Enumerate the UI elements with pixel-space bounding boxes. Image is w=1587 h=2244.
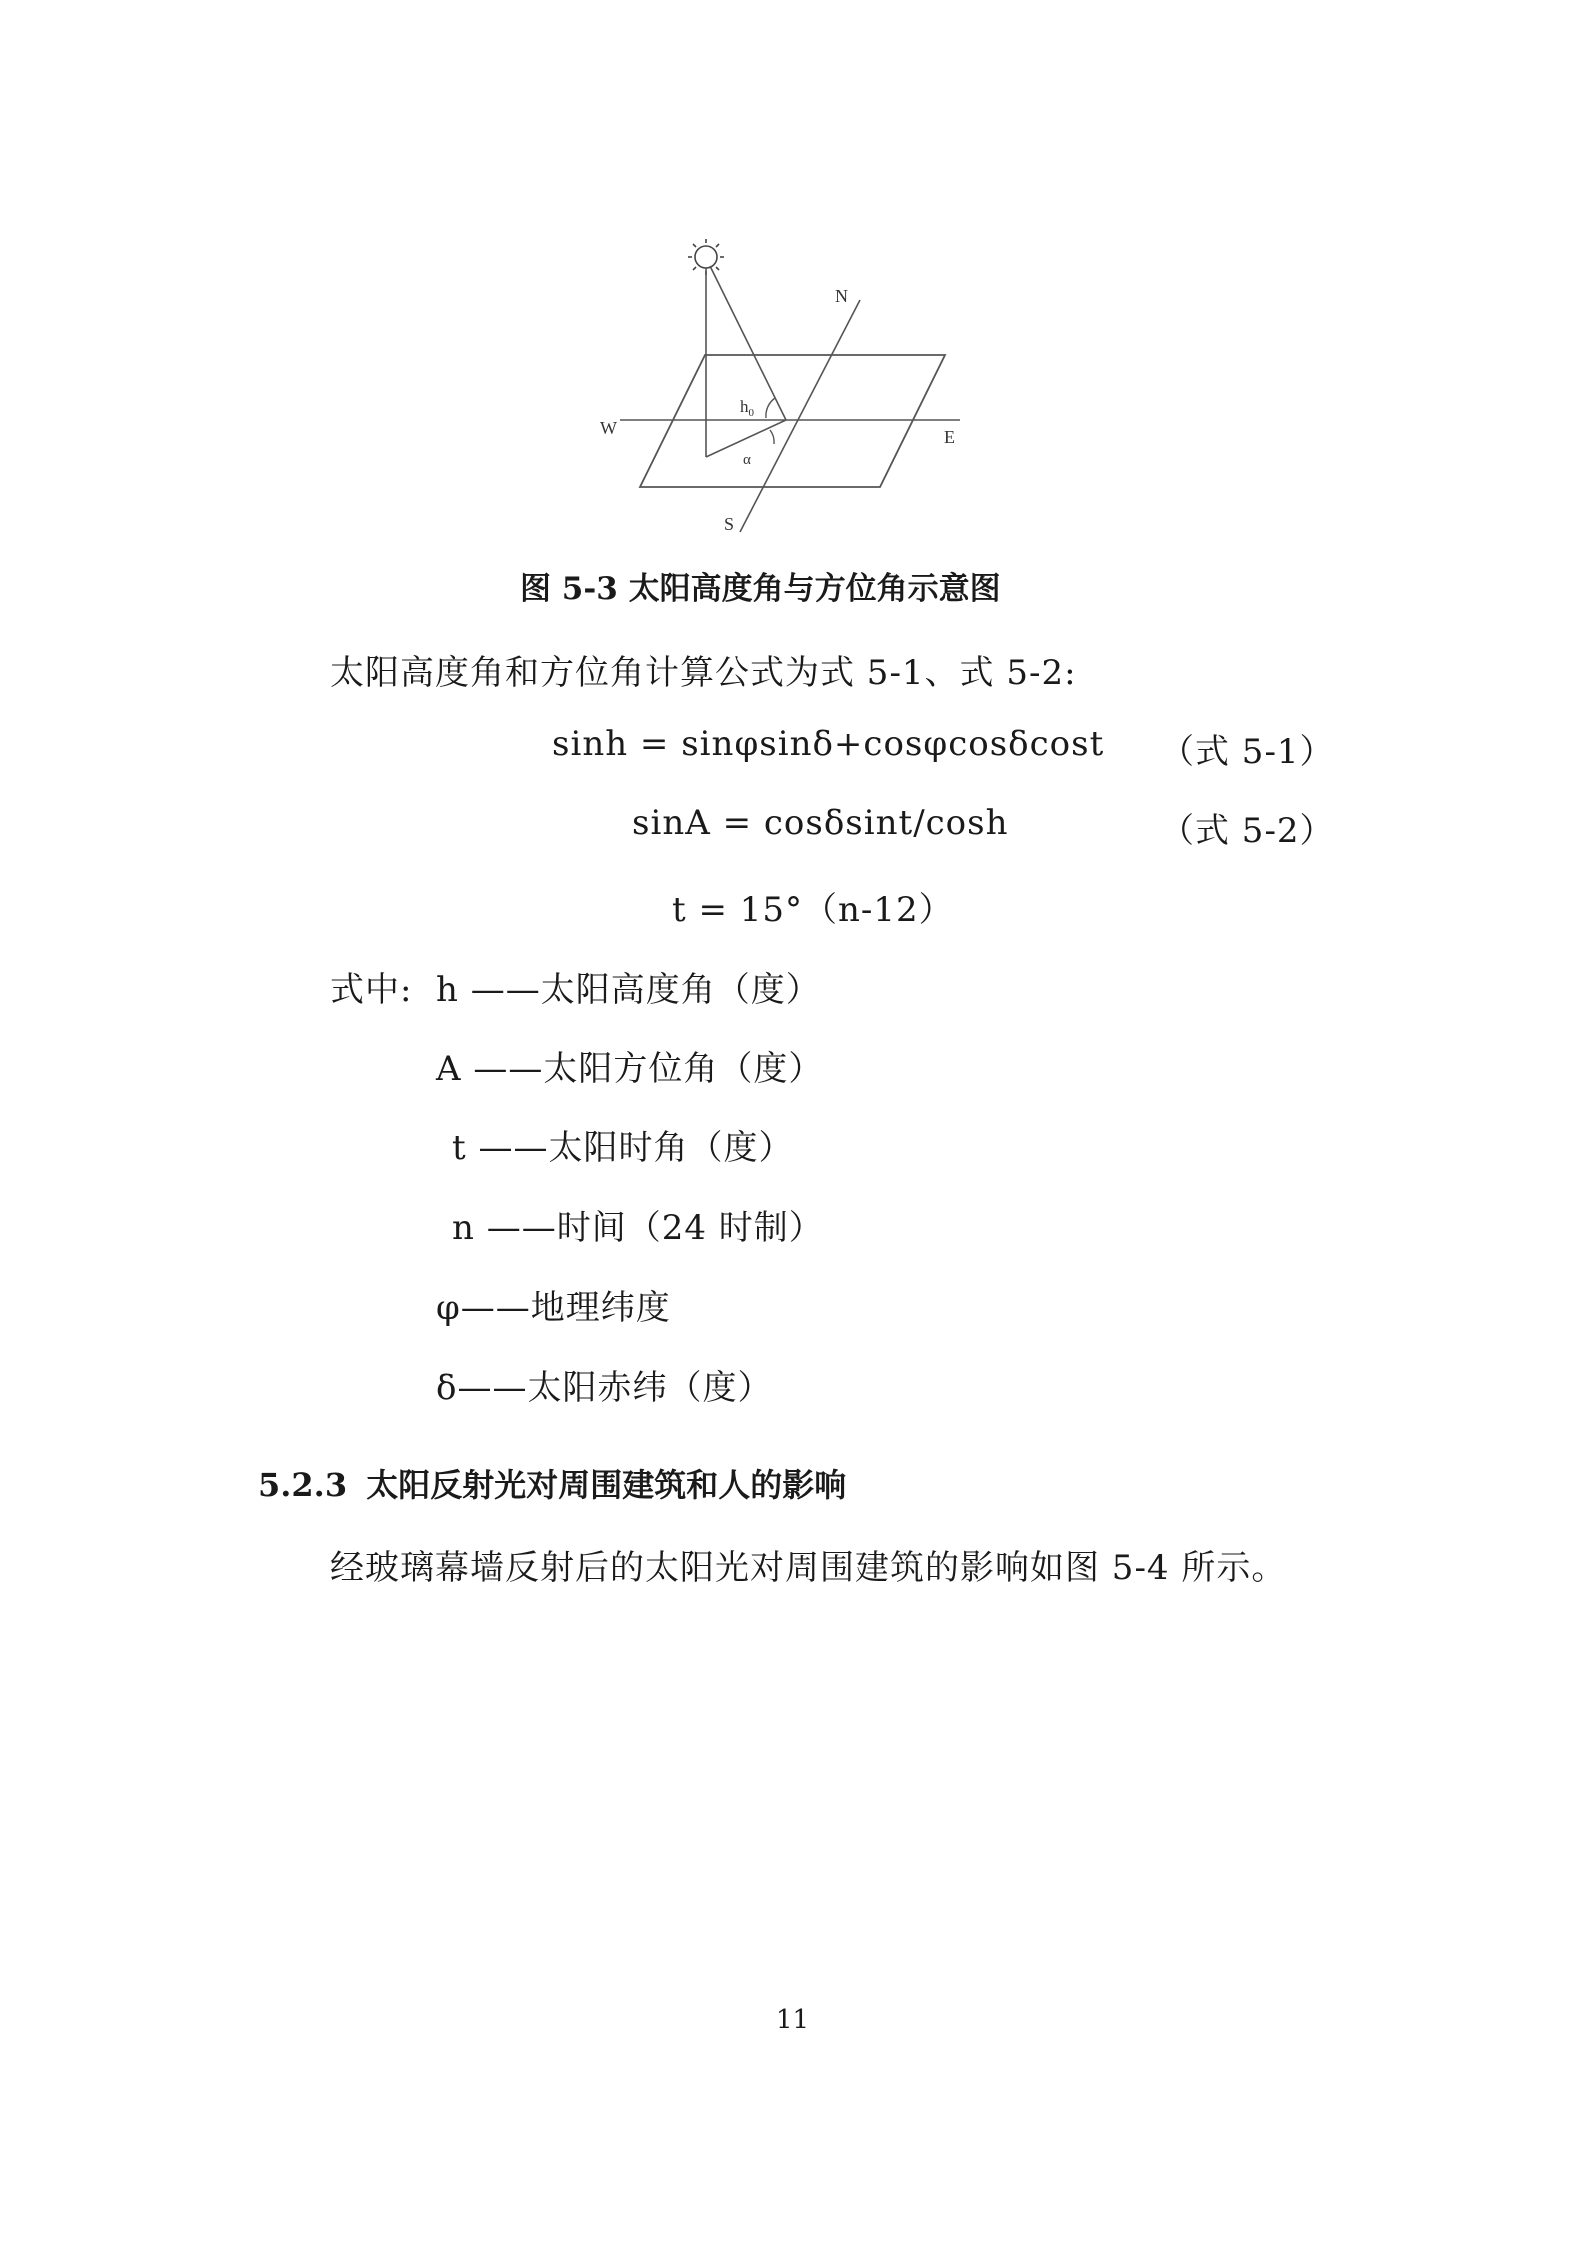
formula-5-1: sinh = sinφsinδ+cosφcosδcost (552, 724, 1105, 764)
formula-5-2: sinA = cosδsint/cosh (632, 803, 1009, 843)
altitude-angle-arc (766, 398, 775, 418)
where-label: 式中: (330, 970, 413, 1010)
sun-angle-diagram (590, 230, 1010, 550)
label-north: N (835, 286, 848, 306)
label-west: W (600, 418, 617, 438)
azimuth-angle-arc (770, 430, 774, 444)
page-number: 11 (776, 2005, 810, 2035)
section-number: 5.2.3 (258, 1466, 348, 1504)
figure-caption: 图 5-3 太阳高度角与方位角示意图 (520, 571, 1001, 607)
definition-h: h ——太阳高度角（度） (436, 970, 821, 1010)
section-heading (258, 1460, 846, 1506)
label-east: E (944, 427, 955, 447)
section-title: 太阳反射光对周围建筑和人的影响 (366, 1466, 847, 1504)
definition-t: t ——太阳时角（度） (452, 1128, 794, 1168)
label-h0: $h_0$ (740, 397, 754, 419)
label-alpha: α (743, 452, 751, 468)
definition-delta: δ——太阳赤纬（度） (436, 1368, 773, 1408)
paragraph: 经玻璃幕墙反射后的太阳光对周围建筑的影响如图 5-4 所示。 (330, 1548, 1287, 1588)
definition-A: A ——太阳方位角（度） (436, 1049, 824, 1089)
formula-time-angle: t = 15°（n-12） (672, 890, 954, 930)
formula-5-1-tag: （式 5-1） (1160, 732, 1335, 772)
formula-5-2-tag: （式 5-2） (1160, 811, 1335, 851)
intro-text: 太阳高度角和方位角计算公式为式 5-1、式 5-2: (330, 653, 1077, 693)
label-south: S (724, 514, 735, 534)
ground-plane (640, 355, 945, 487)
definition-n: n ——时间（24 时制） (452, 1208, 824, 1248)
definition-phi: φ——地理纬度 (436, 1288, 671, 1328)
north-south-axis (740, 300, 860, 532)
